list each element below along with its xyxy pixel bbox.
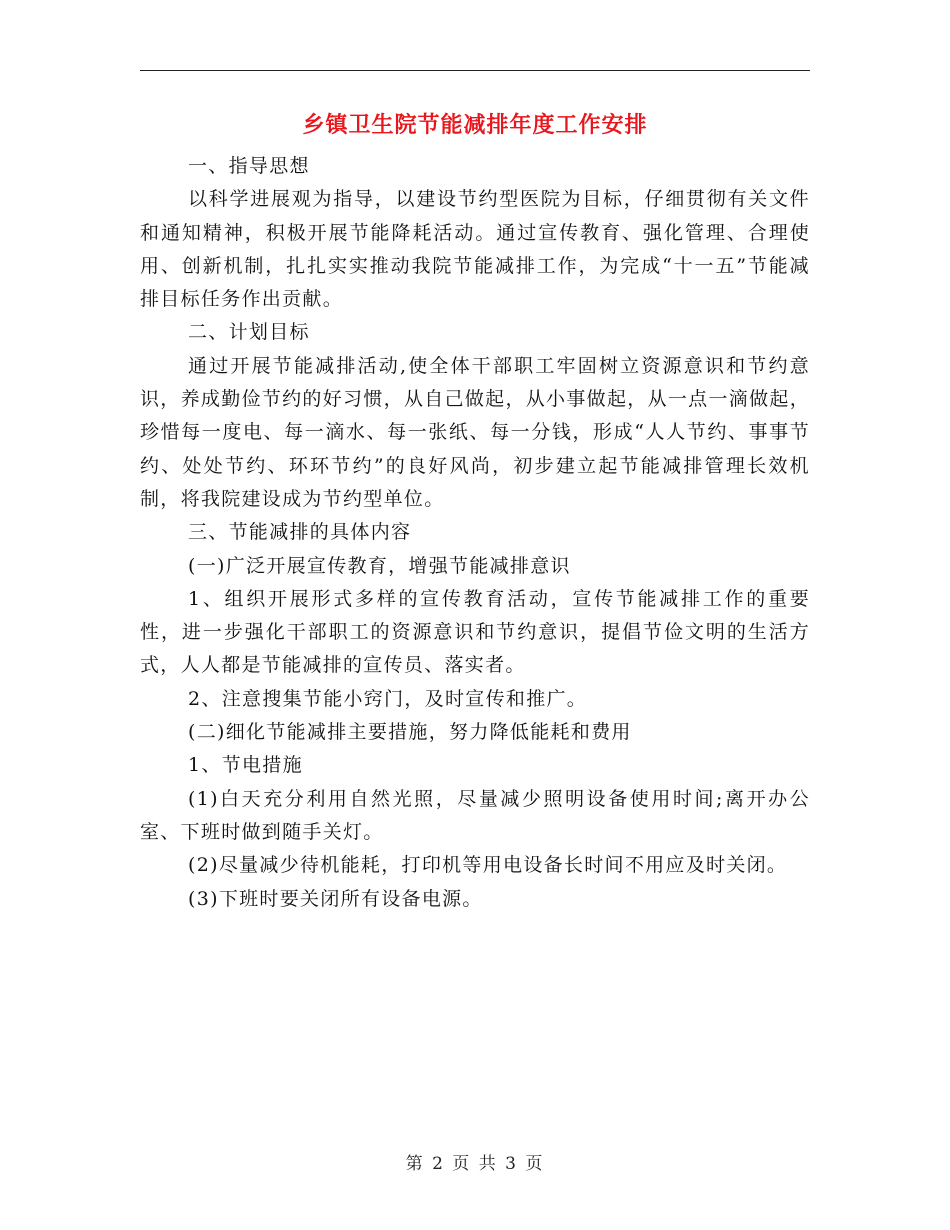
subheading-publicity: (一)广泛开展宣传教育，增强节能减排意识	[188, 554, 571, 577]
paragraph-publicity-1: 1、组织开展形式多样的宣传教育活动，宣传节能减排工作的重要性，进一步强化干部职工的资源意识和节约意识，提倡节俭文明的生活方式，人人都是节能减排的宣传员、落实者。	[140, 587, 810, 677]
page-number-footer: 第 2 页 共 3 页	[405, 1154, 545, 1174]
paragraph-plan-goals: 通过开展节能减排活动,使全体干部职工牢固树立资源意识和节约意识，养成勤俭节约的好习惯，从自己做起，从小事做起，从一点一滴做起，珍惜每一度电、每一滴水、每一张纸、每一分钱，形成“人人节约、事事节约、处处节约、环环节约”的良好风尚，初步建立起节能减排管理长效机制，将我院建设成为节约型单位。	[140, 354, 810, 510]
heading-plan-goals: 二、计划目标	[188, 321, 310, 344]
paragraph-publicity-2: 2、注意搜集节能小窍门，及时宣传和推广。	[188, 687, 588, 710]
heading-guiding-ideology: 一、指导思想	[188, 155, 310, 177]
document-body	[140, 150, 810, 916]
heading-specific-content: 三、节能减排的具体内容	[188, 521, 412, 544]
paragraph-power-saving-1: (1)白天充分利用自然光照，尽量减少照明设备使用时间;离开办公室、下班时做到随手关灯。	[140, 787, 810, 843]
header-rule	[140, 70, 810, 71]
document-title: 乡镇卫生院节能减排年度工作安排	[302, 113, 648, 138]
subheading-measures: (二)细化节能减排主要措施，努力降低能耗和费用	[188, 721, 632, 744]
heading-power-saving: 1、节电措施	[188, 754, 303, 777]
paragraph-guiding-ideology: 以科学进展观为指导，以建设节约型医院为目标，仔细贯彻有关文件和通知精神，积极开展节能降耗活动。通过宣传教育、强化管理、合理使用、创新机制，扎扎实实推动我院节能减排工作，为完成“十一五”节能减排目标任务作出贡献。	[140, 188, 810, 311]
paragraph-power-saving-3: (3)下班时要关闭所有设备电源。	[188, 887, 483, 910]
paragraph-power-saving-2: (2)尽量减少待机能耗，打印机等用电设备长时间不用应及时关闭。	[188, 854, 788, 877]
